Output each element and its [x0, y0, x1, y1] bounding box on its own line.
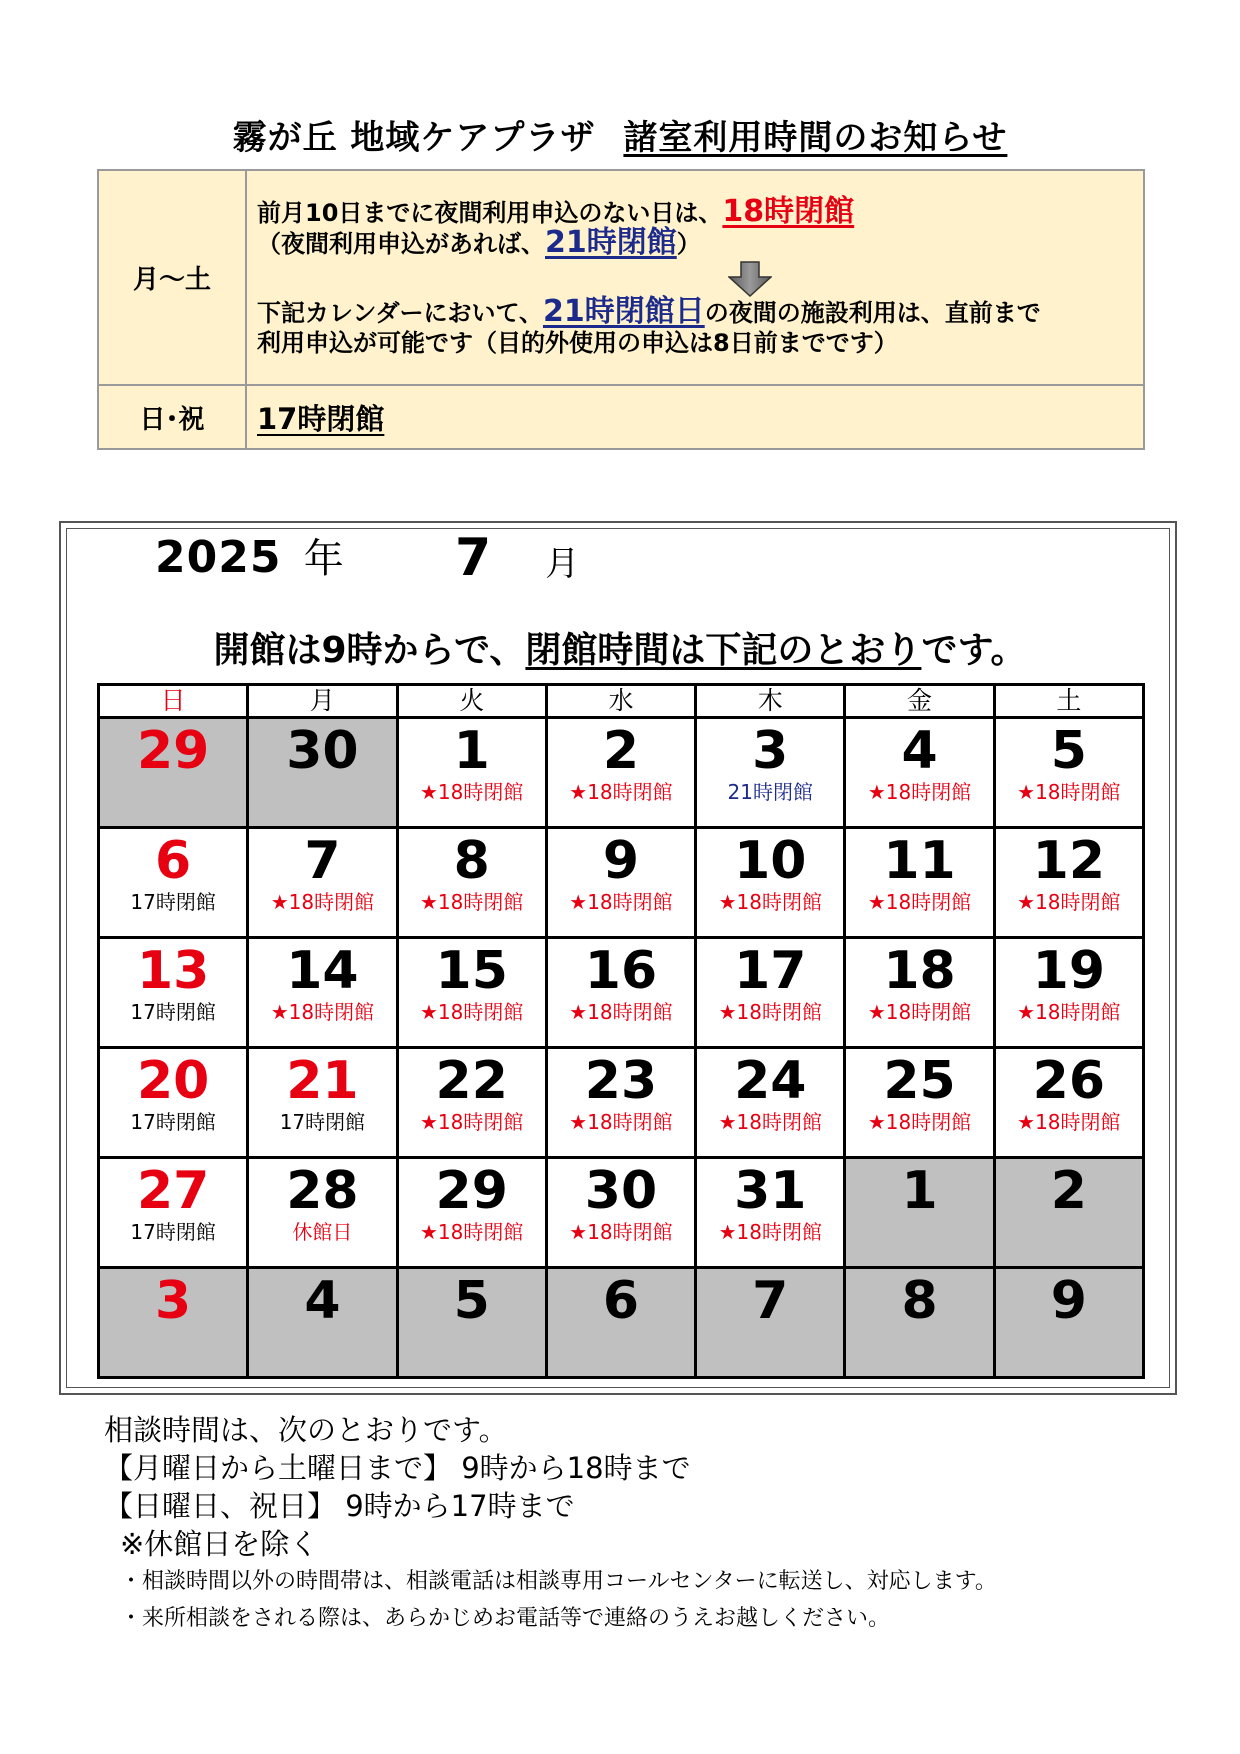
calendar-day-cell	[397, 1048, 546, 1158]
opening-notice	[0, 622, 1240, 673]
day-number: 2	[1050, 1161, 1087, 1221]
day-number: 14	[286, 941, 359, 1001]
weekday-line-1	[257, 194, 1133, 229]
weekday-header: 日	[99, 685, 248, 718]
calendar-day-cell	[248, 938, 397, 1048]
day-number: 2	[602, 721, 640, 781]
closing-time-note: ★18時閉館	[270, 1000, 375, 1024]
weekday-label: 月～土	[98, 170, 246, 385]
notice-part-a: 開館は9時からで、	[213, 630, 526, 671]
calendar-day-cell	[99, 1048, 248, 1158]
calendar-day-cell-outside-month	[248, 1268, 397, 1378]
day-number: 17	[734, 941, 807, 1001]
down-arrow-icon	[257, 261, 1133, 297]
calendar-day-cell-outside-month	[99, 718, 248, 828]
weekday-header: 月	[248, 685, 397, 718]
closing-time-note: ★18時閉館	[718, 1110, 822, 1134]
day-number: 1	[453, 721, 490, 781]
day-number: 30	[584, 1161, 658, 1221]
calendar-day-cell	[994, 718, 1143, 828]
weekday-header: 木	[696, 685, 845, 718]
day-number: 11	[883, 831, 956, 891]
calendar-year	[155, 528, 345, 589]
weekday-header-row	[99, 685, 1144, 718]
day-number: 3	[752, 721, 789, 781]
day-number: 3	[155, 1271, 192, 1331]
calendar-month	[455, 528, 579, 594]
calendar-day-cell-outside-month	[994, 1158, 1143, 1268]
holiday-description	[246, 385, 1144, 449]
calendar-day-cell	[845, 718, 994, 828]
closing-time-note: ★18時閉館	[420, 890, 524, 914]
day-number: 18	[883, 941, 956, 1001]
weekday-header: 土	[994, 685, 1143, 718]
consultation-info	[104, 1411, 997, 1637]
calendar-body	[99, 718, 1144, 1378]
consult-weekday-hours: 【月曜日から土曜日まで】 9時から18時まで	[104, 1451, 691, 1485]
weekday-header: 火	[397, 685, 546, 718]
day-number: 4	[304, 1271, 341, 1331]
consult-exception: ※休館日を除く	[120, 1527, 319, 1561]
day-number: 6	[155, 831, 192, 891]
weekday-header: 金	[845, 685, 994, 718]
weekday-description	[246, 170, 1144, 385]
calendar-week-row	[99, 828, 1144, 938]
day-number: 13	[136, 941, 210, 1001]
day-number: 22	[435, 1051, 508, 1111]
day-number: 31	[734, 1161, 807, 1221]
close-21-day-highlight: 21時閉館日	[542, 294, 705, 329]
closing-time-note: ★18時閉館	[569, 1110, 673, 1134]
calendar-day-cell	[994, 828, 1143, 938]
hours-info-table	[97, 169, 1145, 450]
calendar-day-cell	[546, 938, 695, 1048]
calendar-day-cell	[546, 1158, 695, 1268]
calendar-day-cell	[546, 1048, 695, 1158]
day-number: 20	[136, 1051, 210, 1111]
calendar-day-cell-outside-month	[397, 1268, 546, 1378]
calendar-day-cell	[99, 938, 248, 1048]
closing-time-note: 17時閉館	[130, 1110, 216, 1134]
day-number: 8	[901, 1271, 938, 1331]
closing-time-note: 17時閉館	[130, 1000, 216, 1024]
closing-time-note: ★18時閉館	[1017, 1110, 1121, 1134]
day-number: 10	[734, 831, 807, 891]
calendar-day-cell	[696, 1048, 845, 1158]
day-number: 27	[136, 1161, 210, 1221]
weekday-header: 水	[546, 685, 695, 718]
calendar-day-cell	[696, 718, 845, 828]
consult-note-1: ・相談時間以外の時間帯は、相談電話は相談専用コールセンターに転送し、対応します。	[120, 1569, 997, 1594]
calendar-day-cell	[248, 1048, 397, 1158]
calendar-day-cell	[994, 1048, 1143, 1158]
consult-holiday-hours: 【日曜日、祝日】 9時から17時まで	[104, 1489, 575, 1523]
closing-time-note: ★18時閉館	[420, 1110, 524, 1134]
closing-time-note: ★18時閉館	[420, 780, 524, 804]
day-number: 26	[1032, 1051, 1106, 1111]
day-number: 1	[901, 1161, 938, 1221]
calendar-day-cell	[845, 828, 994, 938]
weekday-row	[98, 170, 1144, 385]
close-18-highlight: 18時閉館	[722, 194, 855, 229]
calendar-day-cell	[546, 828, 695, 938]
calendar-day-cell	[845, 938, 994, 1048]
weekday-line-3-text: 下記カレンダーにおいて、	[257, 299, 543, 327]
closing-time-note: 17時閉館	[130, 1220, 216, 1244]
calendar-day-cell-outside-month	[546, 1268, 695, 1378]
calendar-day-cell-outside-month	[994, 1268, 1143, 1378]
closing-time-note: ★18時閉館	[867, 1000, 972, 1024]
calendar-grid	[97, 683, 1145, 1379]
calendar-day-cell	[397, 718, 546, 828]
closing-time-note: ★18時閉館	[420, 1220, 524, 1244]
holiday-row	[98, 385, 1144, 449]
day-number: 12	[1032, 831, 1106, 891]
calendar-day-cell-outside-month	[99, 1268, 248, 1378]
calendar-day-cell	[397, 828, 546, 938]
notice-part-c: です。	[921, 630, 1027, 671]
day-number: 29	[136, 721, 210, 781]
calendar-day-cell	[99, 828, 248, 938]
day-number: 29	[435, 1161, 508, 1221]
weekday-line-2-suffix: ）	[676, 230, 701, 258]
closing-time-note: 17時閉館	[279, 1110, 366, 1134]
closing-time-note: 21時閉館	[727, 780, 813, 804]
closing-time-note: ★18時閉館	[867, 1110, 972, 1134]
closing-time-note: 17時閉館	[130, 890, 216, 914]
calendar-week-row	[99, 1158, 1144, 1268]
consult-heading: 相談時間は、次のとおりです。	[104, 1413, 508, 1447]
calendar-day-cell	[696, 1158, 845, 1268]
calendar-day-cell	[696, 828, 845, 938]
facility-name: 霧が丘 地域ケアプラザ	[232, 118, 596, 158]
closing-time-note: ★18時閉館	[718, 890, 822, 914]
calendar-day-cell	[845, 1048, 994, 1158]
day-number: 9	[1050, 1271, 1087, 1331]
closing-time-note: ★18時閉館	[270, 890, 375, 914]
closing-time-note: ★18時閉館	[569, 890, 673, 914]
notice-part-b: 閉館時間は下記のとおり	[525, 630, 922, 671]
closing-time-note: ★18時閉館	[1017, 780, 1121, 804]
closing-time-note: ★18時閉館	[420, 1000, 524, 1024]
calendar-day-cell-outside-month	[845, 1158, 994, 1268]
holiday-close-time: 17時閉館	[257, 401, 385, 436]
page-title	[0, 110, 1240, 159]
closing-time-note: ★18時閉館	[867, 780, 972, 804]
calendar-day-cell	[248, 1158, 397, 1268]
weekday-line-3	[257, 294, 1133, 329]
close-21-highlight: 21時閉館	[545, 225, 677, 260]
day-number: 30	[286, 721, 359, 781]
day-number: 7	[304, 831, 341, 891]
day-number: 4	[901, 721, 938, 781]
calendar-day-cell	[397, 1158, 546, 1268]
holiday-label: 日･祝	[98, 385, 246, 449]
calendar-day-cell-outside-month	[845, 1268, 994, 1378]
closing-time-note: ★18時閉館	[718, 1220, 822, 1244]
closing-time-note: ★18時閉館	[569, 1220, 673, 1244]
calendar-day-cell-outside-month	[248, 718, 397, 828]
year-value: 2025	[155, 532, 282, 583]
closing-time-note: ★18時閉館	[569, 780, 673, 804]
calendar-week-row	[99, 1268, 1144, 1378]
consult-note-2: ・来所相談をされる際は、あらかじめお電話等で連絡のうえお越しください。	[120, 1606, 891, 1631]
day-number: 9	[602, 831, 640, 891]
weekday-line-4: 利用申込が可能です（目的外使用の申込は8日前までです）	[257, 329, 898, 357]
day-number: 8	[453, 831, 490, 891]
closing-time-note: ★18時閉館	[1017, 1000, 1121, 1024]
closing-time-note: ★18時閉館	[867, 890, 972, 914]
calendar-day-cell	[994, 938, 1143, 1048]
calendar-day-cell	[546, 718, 695, 828]
closing-time-note: ★18時閉館	[569, 1000, 673, 1024]
day-number: 16	[584, 941, 658, 1001]
day-number: 5	[1050, 721, 1087, 781]
calendar-week-row	[99, 1048, 1144, 1158]
day-number: 7	[752, 1271, 789, 1331]
closing-time-note: ★18時閉館	[718, 1000, 822, 1024]
day-number: 5	[453, 1271, 490, 1331]
day-number: 21	[286, 1051, 359, 1111]
weekday-line-1-text: 前月10日までに夜間利用申込のない日は、	[257, 199, 723, 227]
month-value: 7	[455, 528, 492, 588]
weekday-line-2	[257, 225, 1133, 260]
closing-time-note: 休館日	[292, 1220, 353, 1244]
day-number: 6	[602, 1271, 640, 1331]
title-subject: 諸室利用時間のお知らせ	[623, 118, 1008, 158]
calendar-day-cell	[99, 1158, 248, 1268]
day-number: 15	[435, 941, 508, 1001]
day-number: 23	[584, 1051, 658, 1111]
closing-time-note: ★18時閉館	[1017, 890, 1121, 914]
day-number: 25	[883, 1051, 956, 1111]
calendar-day-cell	[248, 828, 397, 938]
day-number: 19	[1032, 941, 1106, 1001]
calendar-day-cell-outside-month	[696, 1268, 845, 1378]
weekday-line-3-suffix: の夜間の施設利用は、直前まで	[704, 299, 1041, 327]
day-number: 28	[286, 1161, 359, 1221]
month-unit: 月	[545, 544, 580, 584]
calendar-week-row	[99, 718, 1144, 828]
calendar-week-row	[99, 938, 1144, 1048]
weekday-line-2-text: （夜間利用申込があれば、	[257, 230, 545, 258]
calendar-day-cell	[696, 938, 845, 1048]
year-unit: 年	[303, 536, 345, 582]
day-number: 24	[734, 1051, 807, 1111]
calendar-day-cell	[397, 938, 546, 1048]
